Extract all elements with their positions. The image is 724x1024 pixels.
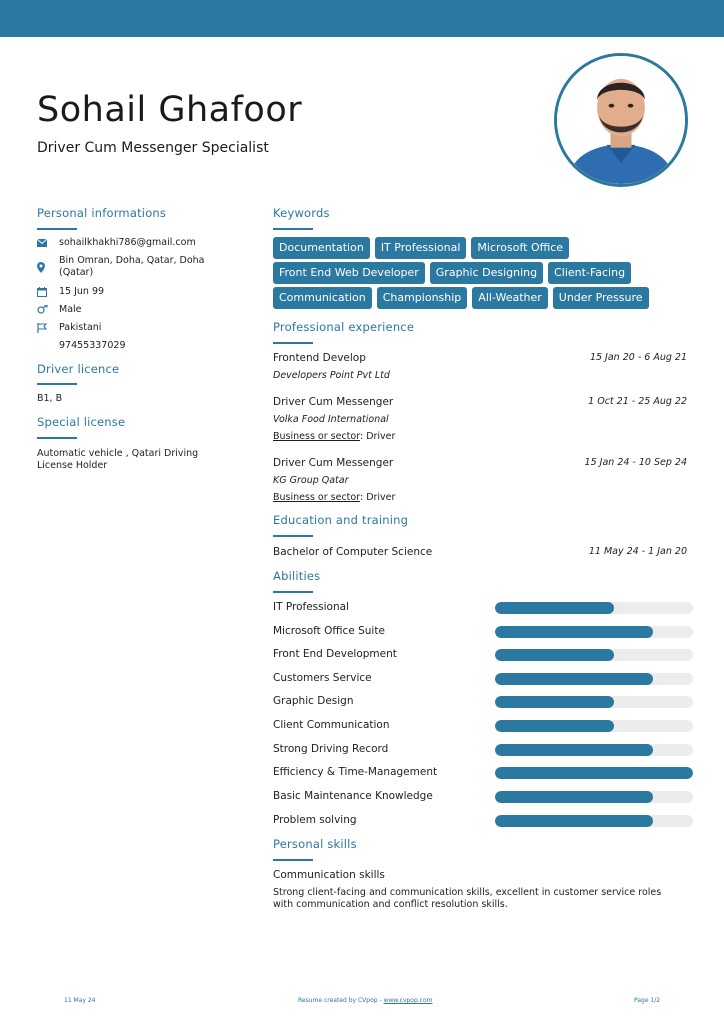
ability-bar-track: [495, 626, 693, 638]
ability-bar-fill: [495, 720, 614, 732]
keyword-tag: Championship: [377, 287, 468, 309]
footer-link[interactable]: www.cvpop.com: [383, 997, 433, 1004]
phone-value[interactable]: 97455337029: [59, 340, 126, 351]
experience-sector: Business or sector: Driver: [273, 492, 396, 503]
ability-bar-track: [495, 744, 693, 756]
sector-label: Business or sector: [273, 492, 360, 503]
ability-label: Efficiency & Time-Management: [273, 766, 438, 778]
ability-bar-fill: [495, 673, 653, 685]
ability-row: [273, 624, 693, 640]
experience-date: 15 Jan 20 - 6 Aug 21: [589, 352, 687, 363]
special-license-heading: Special license: [37, 415, 126, 429]
experience-date: 15 Jan 24 - 10 Sep 24: [584, 457, 687, 468]
driver-licence-value: B1, B: [37, 393, 63, 404]
ability-label: Basic Maintenance Knowledge: [273, 790, 433, 802]
email-icon: [37, 237, 59, 249]
education-heading: Education and training: [273, 513, 409, 527]
ability-bar-fill: [495, 649, 614, 661]
ability-label: Customers Service: [273, 672, 372, 684]
education-date: 11 May 24 - 1 Jan 20: [588, 546, 687, 557]
keyword-tag: IT Professional: [375, 237, 467, 259]
sector-value: Driver: [366, 492, 396, 503]
ability-bar-fill: [495, 791, 653, 803]
ability-row: [273, 647, 693, 663]
keywords-heading: Keywords: [273, 206, 330, 220]
education-item: [273, 546, 687, 558]
section-divider: [273, 342, 313, 344]
gender-value: Male: [59, 304, 82, 315]
ability-label: Front End Development: [273, 648, 397, 660]
top-banner: [0, 0, 724, 37]
calendar-icon: [37, 286, 59, 298]
sector-label: Business or sector: [273, 431, 360, 442]
ability-bar-track: [495, 696, 693, 708]
address-row: [37, 255, 229, 279]
keyword-tag: Communication: [273, 287, 372, 309]
ability-bar-track: [495, 673, 693, 685]
keyword-tag: Client-Facing: [548, 262, 631, 284]
section-divider: [37, 228, 77, 230]
ability-bar-fill: [495, 815, 653, 827]
nationality-row: [37, 322, 229, 334]
candidate-name: Sohail Ghafoor: [37, 90, 303, 130]
experience-item: [273, 396, 687, 442]
ability-row: [273, 742, 693, 758]
ability-bar-fill: [495, 767, 693, 779]
ability-label: Client Communication: [273, 719, 390, 731]
birthdate-row: [37, 286, 229, 298]
ability-row: [273, 789, 693, 805]
skill-description: Strong client-facing and communication skills, excellent in customer service roles with communication and conflict resolution skills.: [273, 887, 662, 910]
experience-item: [273, 352, 687, 381]
special-license-value: Automatic vehicle , Qatari Driving License Holder: [37, 448, 199, 471]
ability-label: IT Professional: [273, 601, 349, 613]
section-divider: [37, 437, 77, 439]
experience-company: KG Group Qatar: [273, 475, 349, 486]
ability-row: [273, 813, 693, 829]
experience-company: Developers Point Pvt Ltd: [273, 370, 390, 381]
keyword-row: [273, 287, 693, 309]
footer-credit: [298, 997, 433, 1004]
phone-row: [37, 340, 229, 352]
experience-role: Driver Cum Messenger: [273, 396, 394, 408]
ability-label: Microsoft Office Suite: [273, 625, 385, 637]
sector-value: Driver: [366, 431, 396, 442]
experience-sector: Business or sector: Driver: [273, 431, 396, 442]
birthdate-value: 15 Jun 99: [59, 286, 105, 297]
ability-bar-fill: [495, 696, 614, 708]
education-degree: Bachelor of Computer Science: [273, 546, 433, 558]
abilities-heading: Abilities: [273, 569, 321, 583]
section-divider: [37, 383, 77, 385]
ability-row: [273, 600, 693, 616]
experience-item: [273, 457, 687, 503]
job-title: Driver Cum Messenger Specialist: [37, 140, 269, 156]
keyword-tag: All-Weather: [472, 287, 547, 309]
ability-row: [273, 694, 693, 710]
ability-row: [273, 765, 693, 781]
experience-date: 1 Oct 21 - 25 Aug 22: [588, 396, 687, 407]
personal-info-heading: Personal informations: [37, 206, 167, 220]
ability-bar-track: [495, 720, 693, 732]
nationality-value: Pakistani: [59, 322, 102, 333]
ability-bar-track: [495, 602, 693, 614]
personal-skills-heading: Personal skills: [273, 837, 357, 851]
ability-bar-track: [495, 649, 693, 661]
keyword-row: [273, 262, 693, 284]
phone-icon: [37, 340, 59, 352]
skill-name: Communication skills: [273, 869, 385, 881]
section-divider: [273, 535, 313, 537]
ability-bar-track: [495, 815, 693, 827]
ability-bar-track: [495, 767, 693, 779]
ability-bar-fill: [495, 602, 614, 614]
ability-label: Graphic Design: [273, 695, 354, 707]
ability-label: Strong Driving Record: [273, 743, 389, 755]
keyword-tag: Microsoft Office: [471, 237, 569, 259]
location-pin-icon: [37, 255, 59, 279]
profile-photo: [554, 53, 688, 187]
section-divider: [273, 591, 313, 593]
ability-bar-fill: [495, 744, 653, 756]
experience-heading: Professional experience: [273, 320, 415, 334]
email-value[interactable]: sohailkhakhi786@gmail.com: [59, 237, 196, 248]
footer-page-number: Page 1/2: [634, 997, 661, 1004]
keyword-tag: Under Pressure: [553, 287, 649, 309]
driver-licence-heading: Driver licence: [37, 362, 120, 376]
ability-row: [273, 671, 693, 687]
gender-row: [37, 304, 229, 316]
email-row: [37, 237, 229, 249]
footer-date: 11 May 24: [64, 997, 96, 1004]
ability-bar-track: [495, 791, 693, 803]
experience-role: Driver Cum Messenger: [273, 457, 394, 469]
address-value: Bin Omran, Doha, Qatar, Doha (Qatar): [59, 255, 205, 278]
keyword-tag: Front End Web Developer: [273, 262, 425, 284]
keyword-row: [273, 237, 693, 259]
experience-company: Volka Food International: [273, 414, 389, 425]
ability-row: [273, 718, 693, 734]
keyword-tag: Documentation: [273, 237, 370, 259]
ability-bar-fill: [495, 626, 653, 638]
footer-credit-text: Resume created by CVpop -: [298, 997, 384, 1004]
section-divider: [273, 228, 313, 230]
flag-icon: [37, 322, 59, 334]
keyword-tags: [273, 237, 693, 312]
keyword-tag: Graphic Designing: [430, 262, 543, 284]
experience-role: Frontend Develop: [273, 352, 366, 364]
ability-label: Problem solving: [273, 814, 357, 826]
gender-icon: [37, 304, 59, 316]
avatar-portrait: [557, 56, 685, 184]
section-divider: [273, 859, 313, 861]
